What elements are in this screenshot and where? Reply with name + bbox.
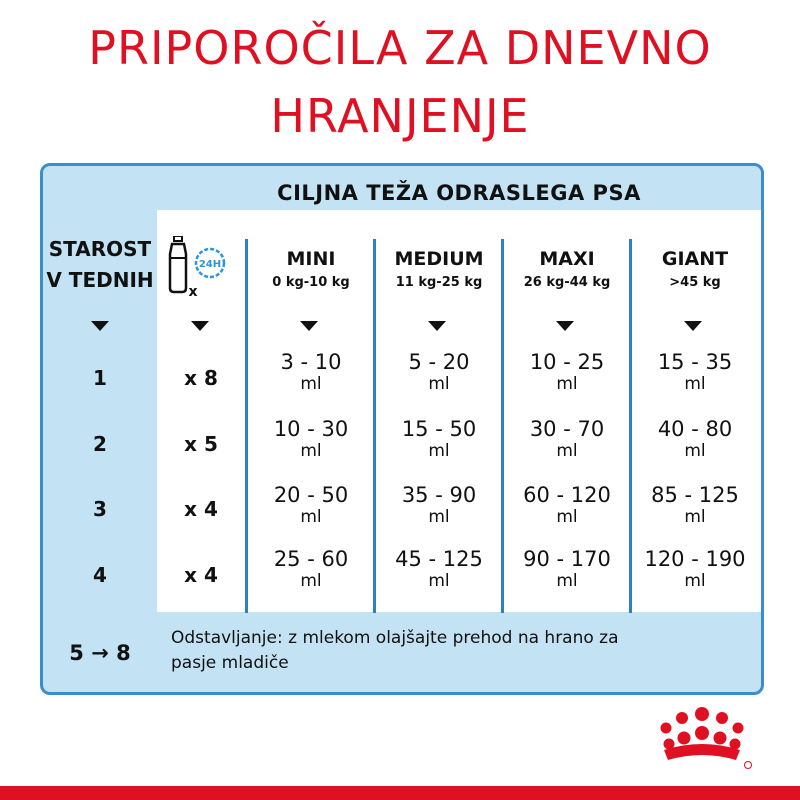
down-arrow-icon [684,321,702,331]
page-title-line1: PRIPOROČILA ZA DNEVNO [88,21,712,75]
bottle-24h-icon [167,236,227,300]
table-cell: 3 - 10 ml [280,350,342,394]
row-feeds: x 4 [184,497,218,521]
table-cell: 45 - 125 ml [395,547,483,591]
column-name: MEDIUM [394,248,484,270]
table-cell: 15 - 50 ml [401,417,477,461]
target-weight-header: CILJNA TEŽA ODRASLEGA PSA [277,181,641,205]
down-arrow-icon [91,321,109,331]
column-range: 11 kg-25 kg [395,275,483,290]
column-range: >45 kg [669,275,721,290]
column-range: 26 kg-44 kg [523,275,611,290]
table-cell: 25 - 60 ml [273,547,349,591]
column-header-medium [376,246,502,294]
table-cell: 85 - 125 ml [651,483,739,527]
row-age: 1 [93,366,107,390]
table-cell: 120 - 190 ml [644,547,746,591]
column-header-maxi [504,246,630,294]
page-title-line2: HRANJENJE [270,89,530,143]
table-cell: 10 - 25 ml [529,350,605,394]
table-cell: 15 - 35 ml [657,350,733,394]
feeding-table [40,163,764,695]
bottom-brand-bar [0,786,800,800]
column-name: GIANT [661,248,729,270]
weaning-age: 5 → 8 [69,641,131,665]
row-age: 4 [93,563,107,587]
column-header-mini [248,246,374,294]
brand-crown-logo-icon [650,704,754,770]
column-range: 0 kg-10 kg [272,275,350,290]
column-header-giant [632,246,758,294]
column-name: MINI [286,248,336,270]
table-cell: 30 - 70 ml [529,417,605,461]
row-age: 3 [93,497,107,521]
table-cell: 40 - 80 ml [657,417,733,461]
down-arrow-icon [300,321,318,331]
table-cell: 90 - 170 ml [523,547,611,591]
age-header [43,234,157,296]
row-feeds: x 5 [184,432,218,456]
down-arrow-icon [428,321,446,331]
row-feeds: x 8 [184,366,218,390]
down-arrow-icon [556,321,574,331]
age-header-line1: STAROST [48,237,152,261]
table-cell: 20 - 50 ml [273,483,349,527]
row-age: 2 [93,432,107,456]
column-name: MAXI [539,248,595,270]
multiplier-label: x [188,284,198,300]
age-header-line2: V TEDNIH [46,268,154,292]
table-cell: 35 - 90 ml [401,483,477,527]
down-arrow-icon [191,321,209,331]
table-cell: 60 - 120 ml [523,483,611,527]
weaning-note: Odstavljanje: z mlekom olajšajte prehod na hrano za pasje mladiče [171,628,619,673]
row-feeds: x 4 [184,563,218,587]
table-cell: 10 - 30 ml [273,417,349,461]
table-cell: 5 - 20 ml [408,350,470,394]
clock-label: 24H [198,259,222,270]
